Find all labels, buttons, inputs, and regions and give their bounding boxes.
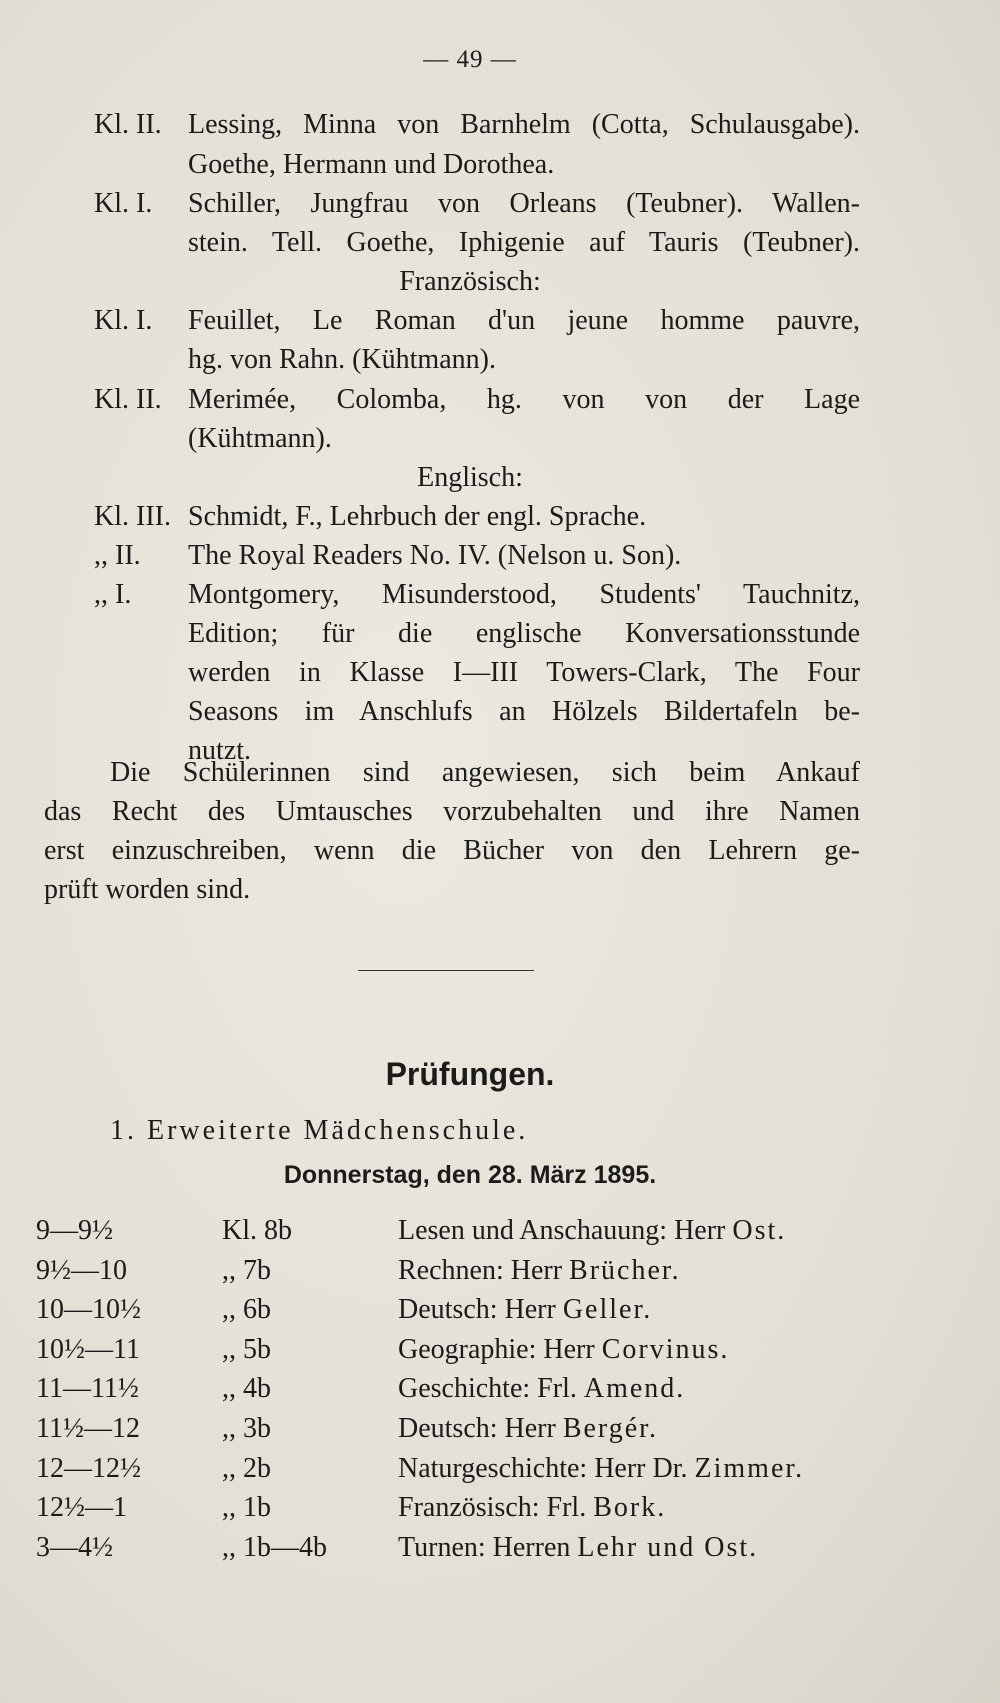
section-divider [358, 970, 534, 971]
schedule-subject: Geographie: [398, 1333, 537, 1365]
page-number: — 49 — [423, 46, 517, 73]
schedule-teacher: Bork. [593, 1492, 667, 1524]
schedule-subject: Deutsch: [398, 1413, 498, 1444]
schedule-teacher: Geller. [562, 1294, 653, 1326]
note-line: erst einzuschreiben, wenn die Bücher von den Lehrern ge- [44, 835, 860, 866]
schedule-teacher: Ost. [732, 1215, 787, 1246]
schedule-row [0, 1333, 1000, 1371]
exam-heading: Prüfungen. [385, 1056, 555, 1092]
note-line: das Recht des Umtausches vorzubehalten und ihre Namen [44, 796, 860, 827]
schedule-teacher: Amend. [583, 1373, 686, 1405]
schedule-subject-teacher [398, 1214, 786, 1248]
schedule-teacher-prefix: Herr [504, 1413, 556, 1444]
schedule-row [0, 1293, 1000, 1331]
schedule-row [0, 1452, 1000, 1490]
schedule-time: 9½—10 [36, 1254, 127, 1286]
book-entry-line: Feuillet, Le Roman d'un jeune homme pauvre, [188, 305, 860, 336]
class-label: ,, II. [94, 540, 141, 571]
schedule-class: Kl. 8b [222, 1215, 292, 1246]
book-entry-line: Edition; für die englische Konversationsstunde [188, 618, 860, 649]
exam-subheading: 1. Erweiterte Mädchenschule. [110, 1115, 529, 1146]
schedule-teacher: Lehr und Ost. [577, 1531, 759, 1563]
schedule-class: ,, 3b [222, 1413, 271, 1444]
book-entry-line: Merimée, Colomba, hg. von von der Lage [188, 384, 860, 415]
note-line: Die Schülerinnen sind angewiesen, sich beim Ankauf [110, 757, 860, 788]
schedule-time: 9—9½ [36, 1215, 113, 1246]
schedule-time: 10—10½ [36, 1294, 141, 1326]
book-entry-line: Goethe, Hermann und Dorothea. [188, 149, 555, 180]
class-label: Kl. III. [94, 501, 171, 532]
schedule-time: 11—11½ [36, 1373, 139, 1405]
class-label: Kl. I. [94, 305, 153, 336]
schedule-subject-teacher [398, 1491, 666, 1525]
book-entry-line: Schmidt, F., Lehrbuch der engl. Sprache. [188, 501, 647, 532]
schedule-teacher-prefix: Frl. [537, 1373, 577, 1405]
schedule-row [0, 1372, 1000, 1410]
schedule-row [0, 1491, 1000, 1529]
schedule-teacher-prefix: Herr [504, 1294, 556, 1326]
exam-date: Donnerstag, den 28. März 1895. [283, 1161, 657, 1189]
book-entry-line: (Kühtmann). [188, 423, 332, 454]
schedule-subject-teacher [398, 1293, 652, 1327]
schedule-row [0, 1531, 1000, 1569]
schedule-teacher-prefix: Herr [543, 1333, 595, 1365]
class-label: Kl. II. [94, 109, 162, 140]
schedule-teacher-prefix: Herr [674, 1215, 726, 1246]
book-entry-line: stein. Tell. Goethe, Iphigenie auf Tauris (Teubner). [188, 227, 860, 258]
schedule-class: ,, 1b—4b [222, 1531, 327, 1563]
schedule-subject: Geschichte: [398, 1373, 531, 1405]
schedule-subject: Französisch: [398, 1492, 540, 1524]
schedule-time: 3—4½ [36, 1531, 113, 1563]
schedule-subject: Turnen: [398, 1531, 486, 1563]
book-entry-line: werden in Klasse I—III Towers-Clark, The Four [188, 657, 860, 688]
schedule-time: 12—12½ [36, 1452, 141, 1484]
schedule-teacher: Zimmer. [694, 1452, 805, 1484]
schedule-class: ,, 2b [222, 1452, 271, 1484]
schedule-subject-teacher [398, 1531, 758, 1565]
schedule-row [0, 1254, 1000, 1292]
schedule-class: ,, 7b [222, 1254, 271, 1286]
note-line: prüft worden sind. [44, 874, 251, 905]
schedule-time: 12½—1 [36, 1492, 127, 1524]
schedule-subject-teacher [398, 1412, 658, 1446]
book-entry-line: hg. von Rahn. (Kühtmann). [188, 344, 496, 375]
schedule-subject-teacher [398, 1452, 804, 1486]
schedule-teacher: Bergér. [562, 1413, 658, 1444]
section-heading-english: Englisch: [417, 462, 523, 493]
book-entry-line: Lessing, Minna von Barnhelm (Cotta, Schulausgabe). [188, 109, 860, 140]
schedule-teacher-prefix: Herr Dr. [594, 1452, 688, 1484]
schedule-subject: Lesen und Anschauung: [398, 1215, 668, 1246]
book-entry-line: Montgomery, Misunderstood, Students' Tauchnitz, [188, 579, 860, 610]
class-label: ,, I. [94, 579, 132, 610]
book-entry-line: The Royal Readers No. IV. (Nelson u. Son). [188, 540, 682, 571]
schedule-subject: Deutsch: [398, 1294, 498, 1326]
schedule-class: ,, 5b [222, 1333, 271, 1365]
schedule-subject-teacher [398, 1333, 729, 1367]
section-heading-french: Französisch: [399, 266, 541, 297]
schedule-teacher: Corvinus. [601, 1333, 730, 1365]
schedule-row [0, 1412, 1000, 1450]
schedule-class: ,, 6b [222, 1294, 271, 1326]
schedule-time: 11½—12 [36, 1413, 140, 1444]
schedule-teacher-prefix: Herr [510, 1254, 563, 1286]
schedule-subject: Naturgeschichte: [398, 1452, 588, 1484]
schedule-class: ,, 4b [222, 1373, 271, 1405]
book-entry-line: Schiller, Jungfrau von Orleans (Teubner). Wallen- [188, 188, 860, 219]
schedule-teacher: Brücher. [569, 1254, 681, 1286]
schedule-teacher-prefix: Herren [492, 1531, 571, 1563]
schedule-row [0, 1214, 1000, 1252]
book-entry-line: nutzt. [188, 735, 251, 766]
schedule-time: 10½—11 [36, 1333, 140, 1365]
schedule-subject: Rechnen: [398, 1254, 504, 1286]
schedule-subject-teacher [398, 1254, 681, 1288]
schedule-subject-teacher [398, 1372, 685, 1406]
book-entry-line: Seasons im Anschlufs an Hölzels Bildertafeln be- [188, 696, 860, 727]
schedule-class: ,, 1b [222, 1492, 271, 1524]
schedule-teacher-prefix: Frl. [546, 1492, 587, 1524]
class-label: Kl. II. [94, 384, 162, 415]
class-label: Kl. I. [94, 188, 153, 219]
